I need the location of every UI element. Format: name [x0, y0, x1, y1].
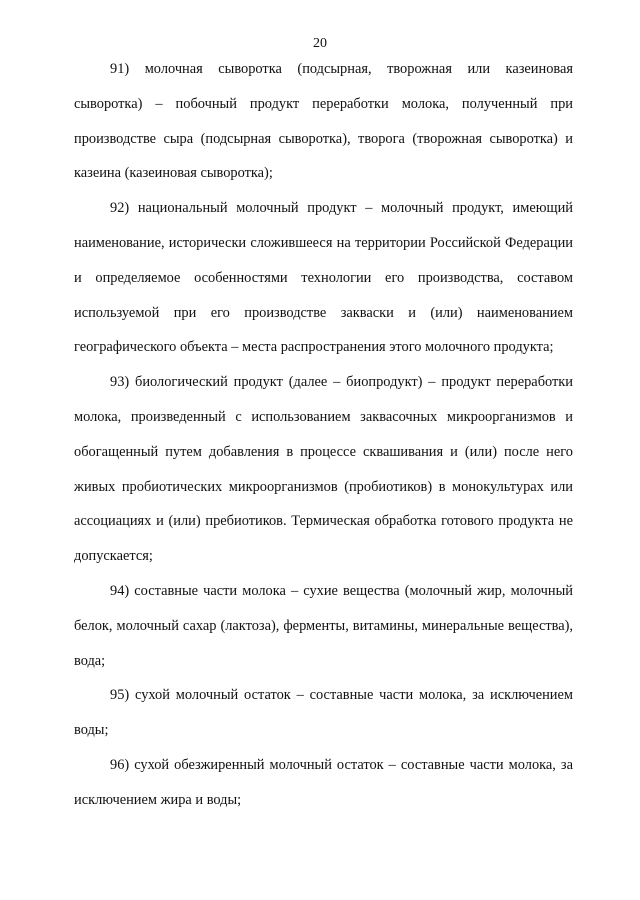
definition-paragraph-96: 96) сухой обезжиренный молочный остаток – составные части молока, за исключением жира и воды; — [74, 756, 573, 808]
document-body — [74, 52, 573, 818]
definition-paragraph-94: 94) составные части молока – сухие вещества (молочный жир, молочный белок, молочный сахар (лактоза), ферменты, витамины, минеральные вещества), вода; — [74, 582, 573, 669]
definition-paragraph-95: 95) сухой молочный остаток – составные части молока, за исключением воды; — [74, 687, 573, 739]
definition-paragraph-92: 92) национальный молочный продукт – молочный продукт, имеющий наименование, исторически сложившееся на территории Российской Федерации и определяемое особенностями технологии его производства, составом используемой при его производстве закваски и (или) наименованием географического объекта – места распространения этого молочного продукта; — [74, 200, 573, 356]
page-number: 20 — [313, 36, 327, 51]
definition-paragraph-91: 91) молочная сыворотка (подсырная, творожная или казеиновая сыворотка) – побочный продукт переработки молока, полученный при производстве сыра (подсырная сыворотка), творога (творожная сыворотка) и казеина (казеиновая сыворотка); — [74, 61, 573, 182]
definition-paragraph-93: 93) биологический продукт (далее – биопродукт) – продукт переработки молока, произведенный с использованием заквасочных микроорганизмов и обогащенный путем добавления в процессе сквашивания и (или) после него живых пробиотических микроорганизмов (пробиотиков) в монокультурах или ассоциациях и (или) пребиотиков. Термическая обработка готового продукта не допускается; — [74, 374, 573, 565]
